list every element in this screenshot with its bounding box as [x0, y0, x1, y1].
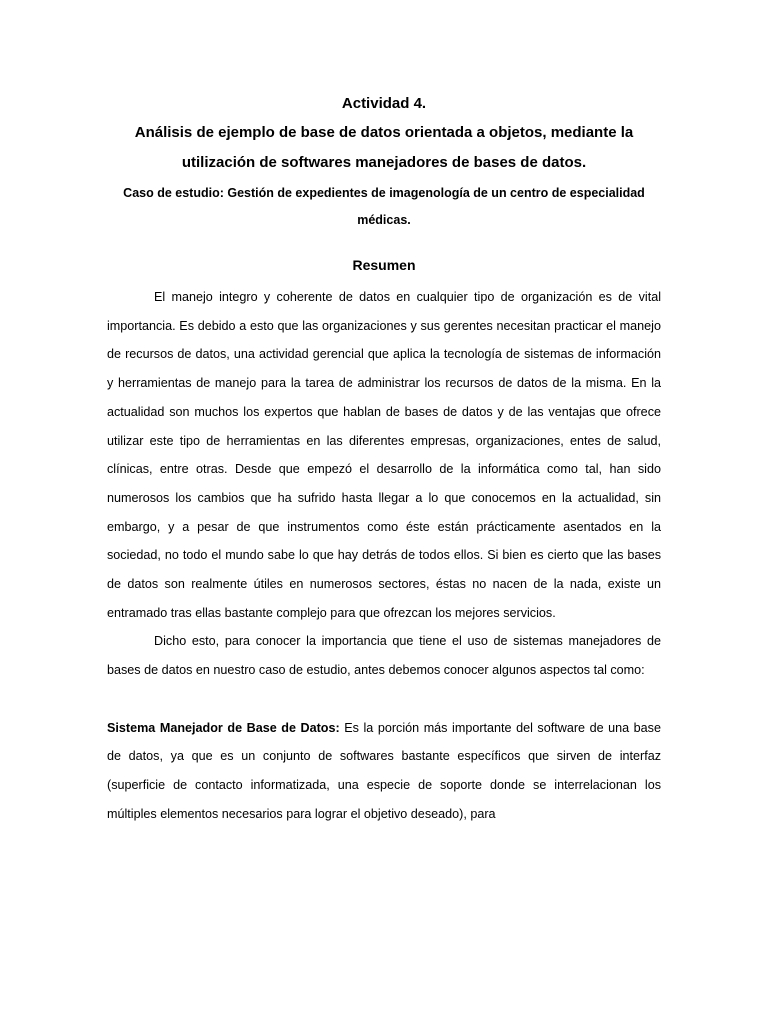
- case-study-heading: Caso de estudio: Gestión de expedientes de imagenología de un centro de especialidad médicas.: [123, 186, 645, 227]
- definition-term: Sistema Manejador de Base de Datos:: [107, 720, 340, 735]
- definition-text: Es la porción más importante del software de una base de datos, ya que es un conjunto de softwares bastante específicos que sirven de interfaz (superficie de contacto informatizada, una especie de soporte donde se interrelacionan los múltiples elementos necesarios para lograr el objetivo deseado), para: [107, 720, 661, 821]
- document-title: Análisis de ejemplo de base de datos orientada a objetos, mediante la utilización de softwares manejadores de bases de datos.: [134, 124, 634, 171]
- summary-heading: Resumen: [352, 257, 416, 273]
- paragraph-spacer: [107, 685, 661, 714]
- definition-paragraph: [107, 714, 661, 829]
- activity-heading: Actividad 4.: [341, 95, 427, 112]
- summary-paragraph-2: Dicho esto, para conocer la importancia que tiene el uso de sistemas manejadores de bases de datos en nuestro caso de estudio, antes debemos conocer algunos aspectos tal como:: [107, 634, 661, 678]
- summary-paragraph-1: El manejo integro y coherente de datos en cualquier tipo de organización es de vital importancia. Es debido a esto que las organizaciones y sus gerentes necesitan practicar el manejo de recursos de datos, una actividad gerencial que aplica la tecnología de sistemas de información y herramientas de manejo para la tarea de administrar los recursos de datos de la misma. En la actualidad son muchos los expertos que hablan de bases de datos y de las ventajas que ofrece utilizar este tipo de herramientas en las diferentes empresas, organizaciones, entes de salud, clínicas, entre otras. Desde que empezó el desarrollo de la informática como tal, han sido numerosos los cambios que ha sufrido hasta llegar a lo que conocemos en la actualidad, sin embargo, y a pesar de que instrumentos como éste están prácticamente asentados en la sociedad, no todo el mundo sabe lo que hay detrás de todos ellos. Si bien es cierto que las bases de datos son realmente útiles en numerosos sectores, éstas no nacen de la nada, existe un entramado tras ellas bastante complejo para que ofrezcan los mejores servicios.: [107, 290, 661, 620]
